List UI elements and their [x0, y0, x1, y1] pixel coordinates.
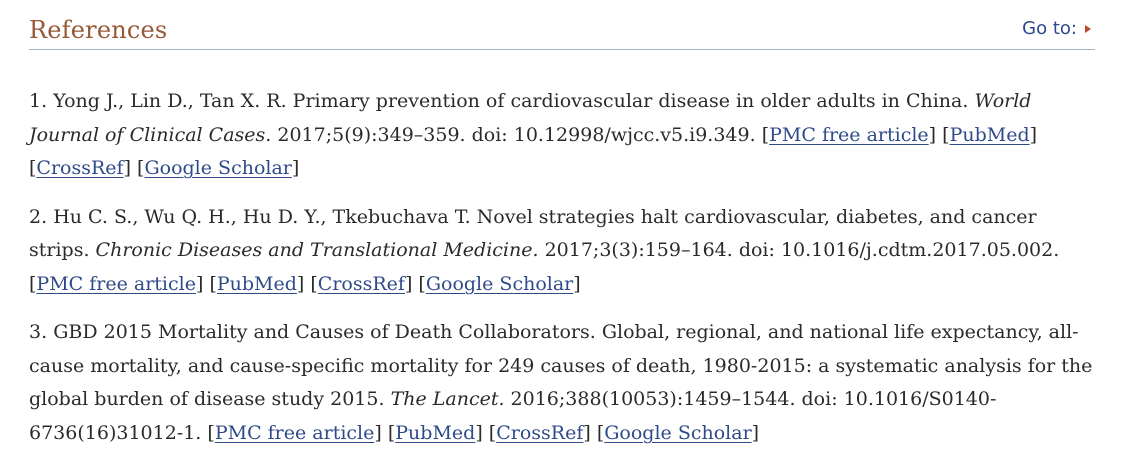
reference-citation: 2017;5(9):349–359. doi: 10.12998/wjcc.v5.i9.349.	[277, 123, 756, 146]
reference-number: 3.	[29, 321, 48, 343]
reference-number: 1.	[29, 90, 48, 112]
pubmed-link[interactable]: PubMed	[949, 123, 1030, 146]
reference-journal: World Journal of Clinical Cases.	[29, 90, 1032, 146]
google-scholar-link[interactable]: Google Scholar	[144, 157, 292, 179]
goto-menu-link[interactable]	[1022, 18, 1091, 39]
references-header	[29, 12, 1095, 50]
reference-journal: The Lancet.	[390, 388, 505, 410]
pubmed-link[interactable]: PubMed	[395, 421, 476, 444]
pmc-free-article-link[interactable]: PMC free article	[36, 272, 196, 295]
reference-citation: 2016;388(10053):1459–1544. doi: 10.1016/S0140-6736(16)31012-1.	[29, 388, 997, 444]
reference-journal: Chronic Diseases and Translational Medicine.	[95, 239, 539, 261]
reference-citation: 2017;3(3):159–164. doi: 10.1016/j.cdtm.2017.05.002.	[544, 239, 1060, 261]
reference-authors-title: Yong J., Lin D., Tan X. R. Primary prevention of cardiovascular disease in older adults in China.	[53, 90, 969, 112]
triangle-right-icon	[1085, 25, 1091, 33]
crossref-link[interactable]: CrossRef	[36, 157, 124, 179]
reference-list	[29, 85, 1095, 465]
pubmed-link[interactable]: PubMed	[216, 272, 297, 295]
reference-item-2: 2. Hu C. S., Wu Q. H., Hu D. Y., Tkebuchava T. Novel strategies halt cardiovascular, diabetes, and cancer strips. Chronic Diseases and Translational Medicine. 2017;3(3):159–164. doi: 10.1016/j.cdtm.2017.05.002. [PMC free article] [PubMed] [CrossRef] [Google Scholar]	[29, 205, 1060, 295]
crossref-link[interactable]: CrossRef	[496, 421, 584, 444]
reference-authors-title: GBD 2015 Mortality and Causes of Death Collaborators. Global, regional, and national life expectancy, all-cause mortality, and cause-specific mortality for 249 causes of death, 1980-2015: a systematic analysis for the global burden of disease study 2015.	[29, 321, 1093, 410]
pmc-free-article-link[interactable]: PMC free article	[769, 123, 929, 146]
crossref-link[interactable]: CrossRef	[317, 272, 405, 295]
google-scholar-link[interactable]: Google Scholar	[425, 272, 574, 295]
reference-item-3: 3. GBD 2015 Mortality and Causes of Death Collaborators. Global, regional, and national life expectancy, all-cause mortality, and cause-specific mortality for 249 causes of death, 1980-2015: a systematic analysis for the global burden of disease study 2015. The Lancet. 2016;388(10053):1459–1544. doi: 10.1016/S0140-6736(16)31012-1. [PMC free article] [PubMed] [CrossRef] [Google Scholar]	[29, 321, 1093, 444]
goto-label: Go to:	[1022, 18, 1077, 39]
reference-authors-title: Hu C. S., Wu Q. H., Hu D. Y., Tkebuchava T. Novel strategies halt cardiovascular, diabetes, and cancer strips.	[29, 205, 1037, 261]
pmc-free-article-link[interactable]: PMC free article	[214, 421, 375, 444]
reference-number: 2.	[29, 205, 48, 228]
section-title: References	[29, 16, 168, 44]
reference-item-1: 1. Yong J., Lin D., Tan X. R. Primary prevention of cardiovascular disease in older adults in China. World Journal of Clinical Cases. 2017;5(9):349–359. doi: 10.12998/wjcc.v5.i9.349. [PMC free article] [PubMed] [CrossRef] [Google Scholar]	[29, 90, 1038, 179]
google-scholar-link[interactable]: Google Scholar	[604, 421, 752, 444]
